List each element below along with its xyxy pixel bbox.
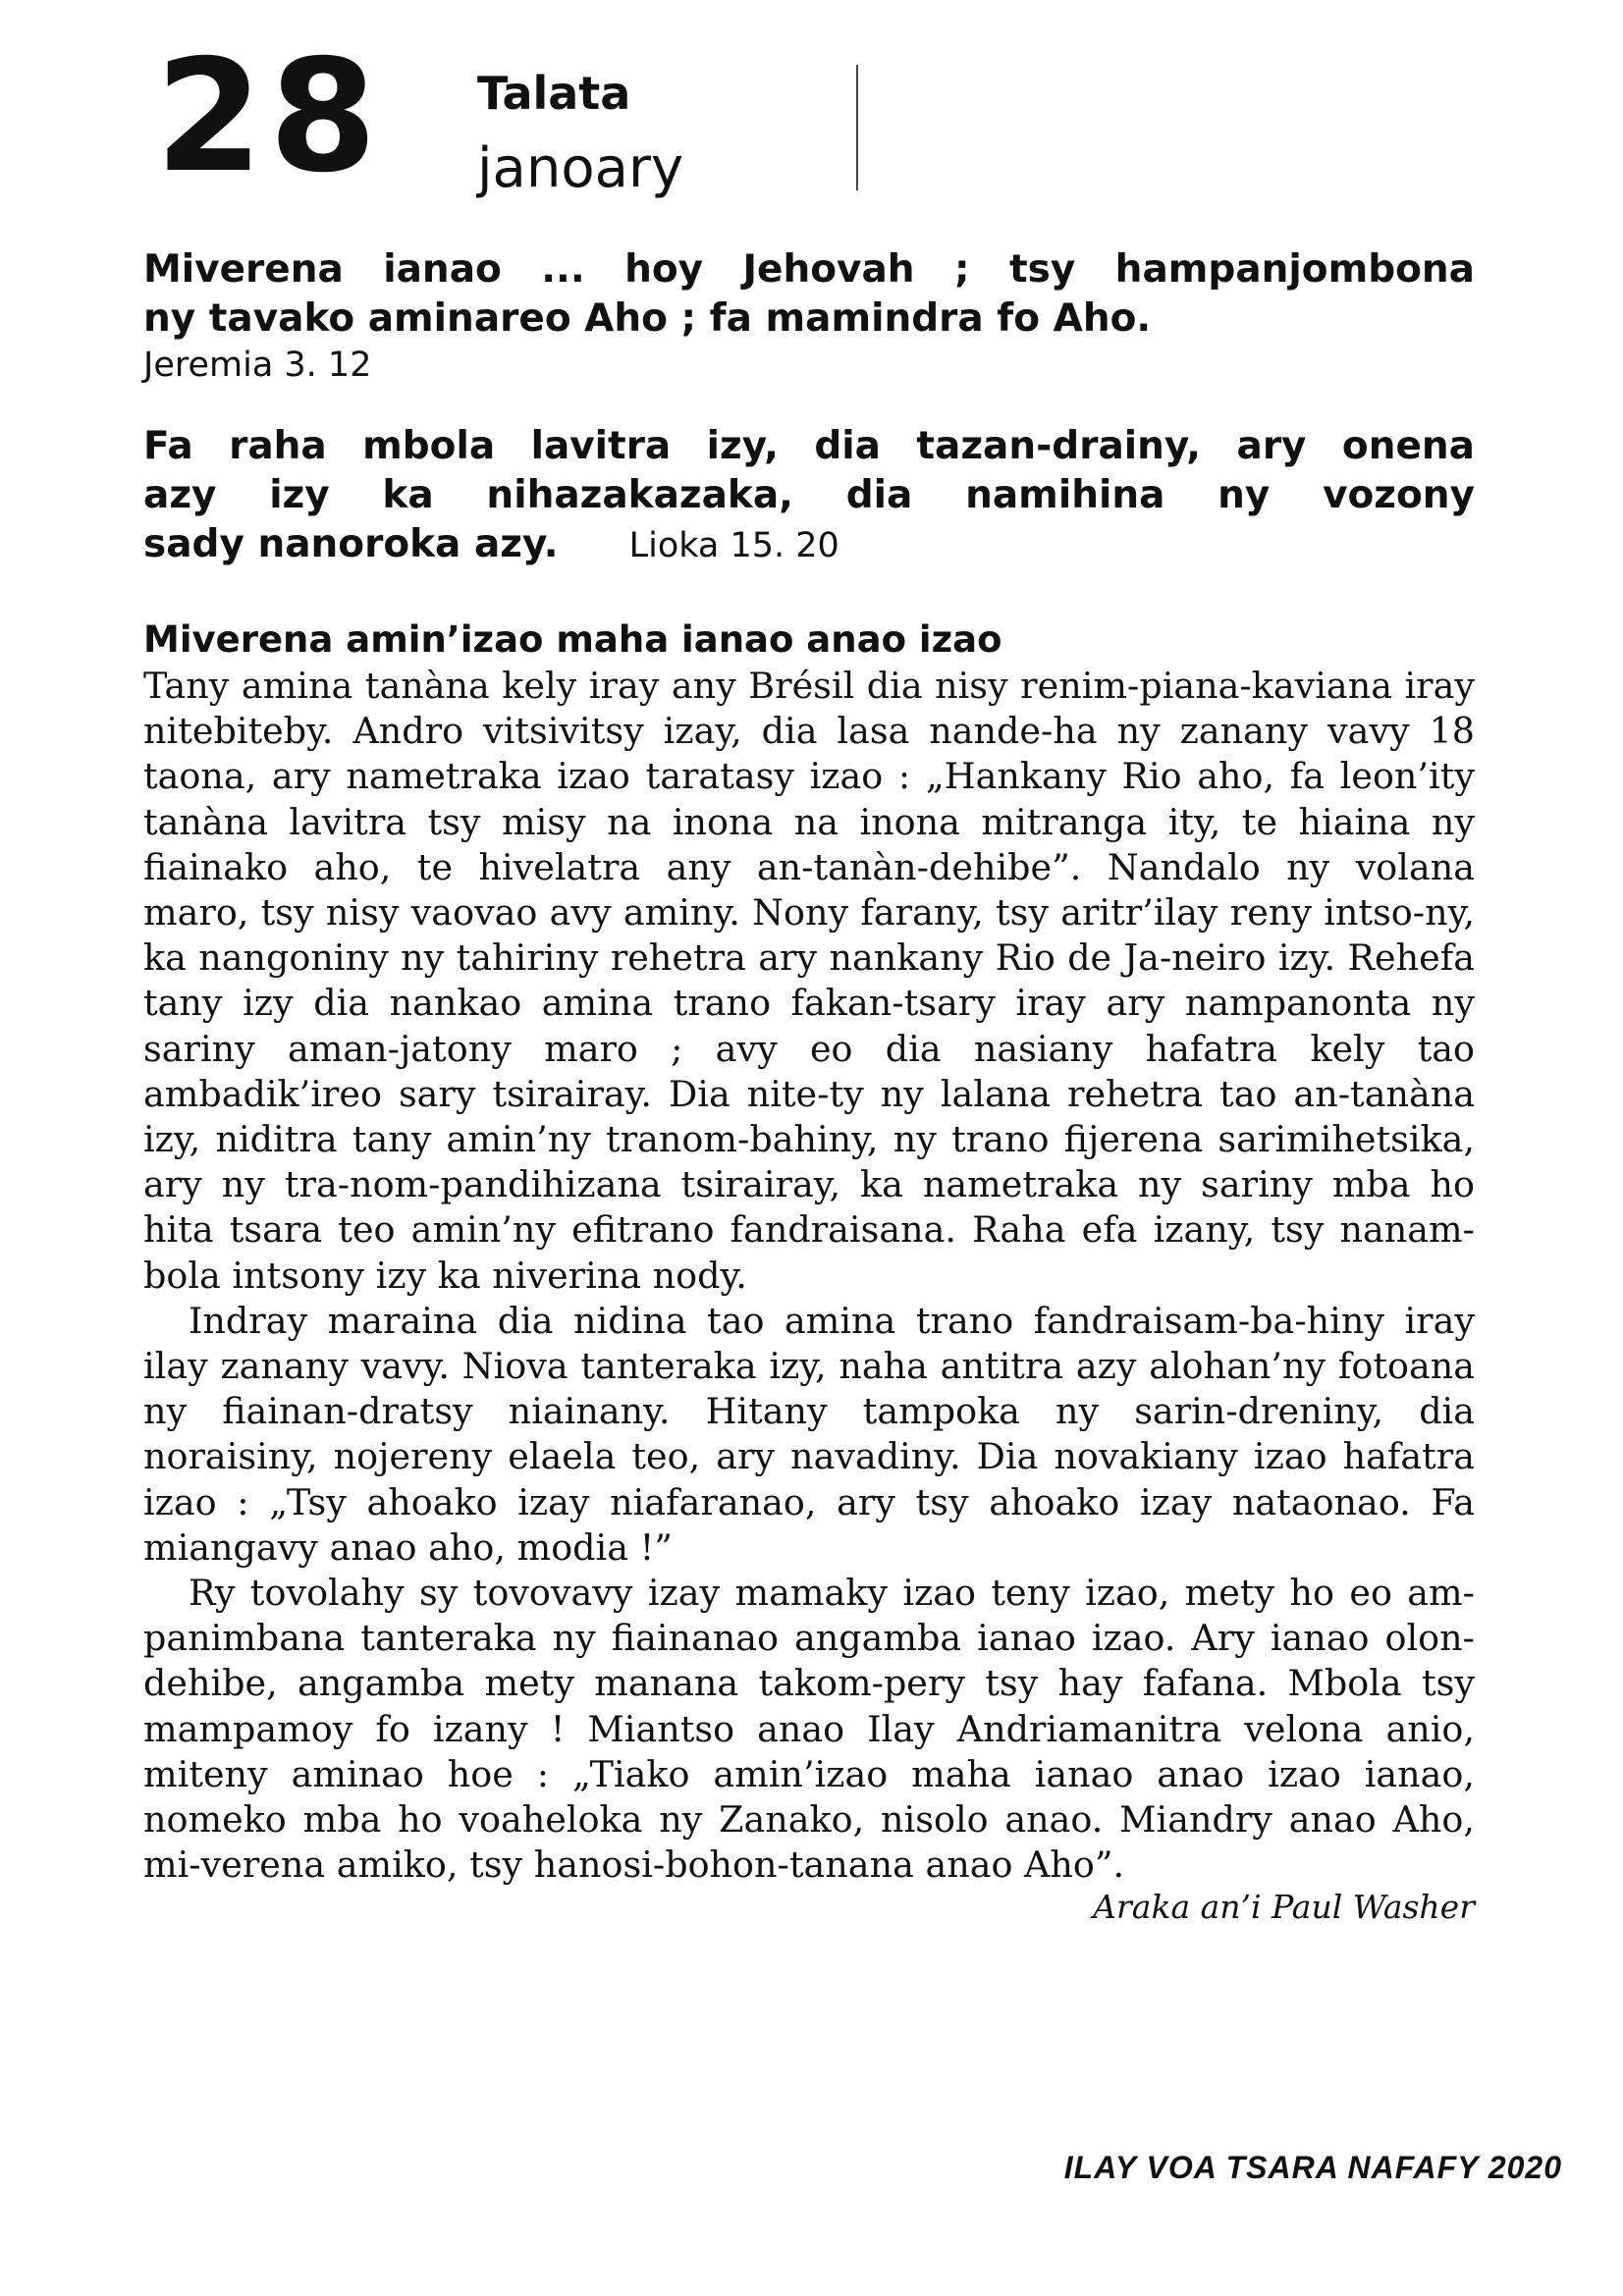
article-author: Araka an’i Paul Washer — [1093, 1888, 1475, 1927]
article-title: Miverena amin’izao maha ianao anao izao — [143, 618, 1002, 661]
verse-1-reference: Jeremia 3. 12 — [143, 346, 372, 385]
month-label: janoary — [477, 136, 684, 200]
weekday-label: Talata — [477, 67, 631, 120]
verse-2-line-1: Fa raha mbola lavitra izy, dia tazan-drainy, ary onena — [143, 424, 1475, 468]
article-paragraph-1: Tany amina tanàna kely iray any Brésil dia nisy renim-piana-kaviana iray nitebiteby. Andro vitsivitsy izay, dia lasa nande-ha ny zanany vavy 18 taona, ary nametraka izao taratasy izao : „Hankany Rio aho, fa leon’ity tanàna lavitra tsy misy na inona na inona mitranga ity, te hiaina ny fiainako aho, te hivelatra any an-tanàn-dehibe”. Nandalo ny volana maro, tsy nisy vaovao avy aminy. Nony farany, tsy aritr’ilay reny intso-ny, ka nangoniny ny tahiriny rehetra ary nankany Rio de Ja-neiro izy. Rehefa tany izy dia nankao amina trano fakan-tsary iray ary nampanonta ny sariny aman-jatony maro ; avy eo dia nasiany hafatra kely tao ambadik’ireo sary tsirairay. Dia nite-ty ny lalana rehetra tao an-tanàna izy, niditra tany amin’ny tranom-bahiny, ny trano fijerena sarimihetsika, ary ny tra-nom-pandihizana tsirairay, ka nametraka ny sariny mba ho hita tsara teo amin’ny efitrano fandraisana. Raha efa izany, tsy nanam-bola intsony izy ka niverina nody. — [143, 665, 1475, 1297]
verse-1-line-1: Miverena ianao ... hoy Jehovah ; tsy hampanjombona — [143, 247, 1475, 292]
verse-1-line-2: ny tavako aminareo Aho ; fa mamindra fo Aho. — [143, 296, 1152, 341]
article-paragraph-3: Ry tovolahy sy tovovavy izay mamaky izao teny izao, mety ho eo am-panimbana tanteraka ny fiainanao angamba ianao izao. Ary ianao olon-dehibe, angamba mety manana takom-pery tsy hay fafana. Mbola tsy mampamoy fo izany ! Miantso anao Ilay Andriamanitra velona anio, miteny aminao hoe : „Tiako amin’izao maha ianao anao izao ianao, nomeko mba ho voaheloka ny Zanako, nisolo anao. Miandry anao Aho, mi-verena amiko, tsy hanosi-bohon-tanana anao Aho”. — [143, 1572, 1475, 1887]
verse-block-2 — [143, 422, 1475, 570]
verse-2-line-2: azy izy ka nihazakazaka, dia namihina ny vozony — [143, 473, 1475, 517]
article — [143, 616, 1475, 1927]
verse-block-1 — [143, 245, 1475, 387]
header-divider — [856, 65, 858, 190]
verse-2-line-3-text: sady nanoroka azy. — [143, 522, 559, 566]
day-number: 28 — [155, 27, 383, 207]
article-paragraph-2: Indray maraina dia nidina tao amina trano fandraisam-ba-hiny iray ilay zanany vavy. Niova tanteraka izy, naha antitra azy alohan’ny fotoana ny fiainan-dratsy niainany. Hitany tampoka ny sarin-dreniny, dia noraisiny, nojereny elaela teo, ary navadiny. Dia novakiany izao hafatra izao : „Tsy ahoako izay niafaranao, ary tsy ahoako izay nataonao. Fa miangavy anao aho, modia !” — [143, 1299, 1475, 1569]
verse-2-line-3 — [143, 520, 1475, 570]
publication-footer: ILAY VOA TSARA NAFAFY 2020 — [1063, 2150, 1562, 2185]
verse-2-reference: Lioka 15. 20 — [628, 526, 839, 565]
